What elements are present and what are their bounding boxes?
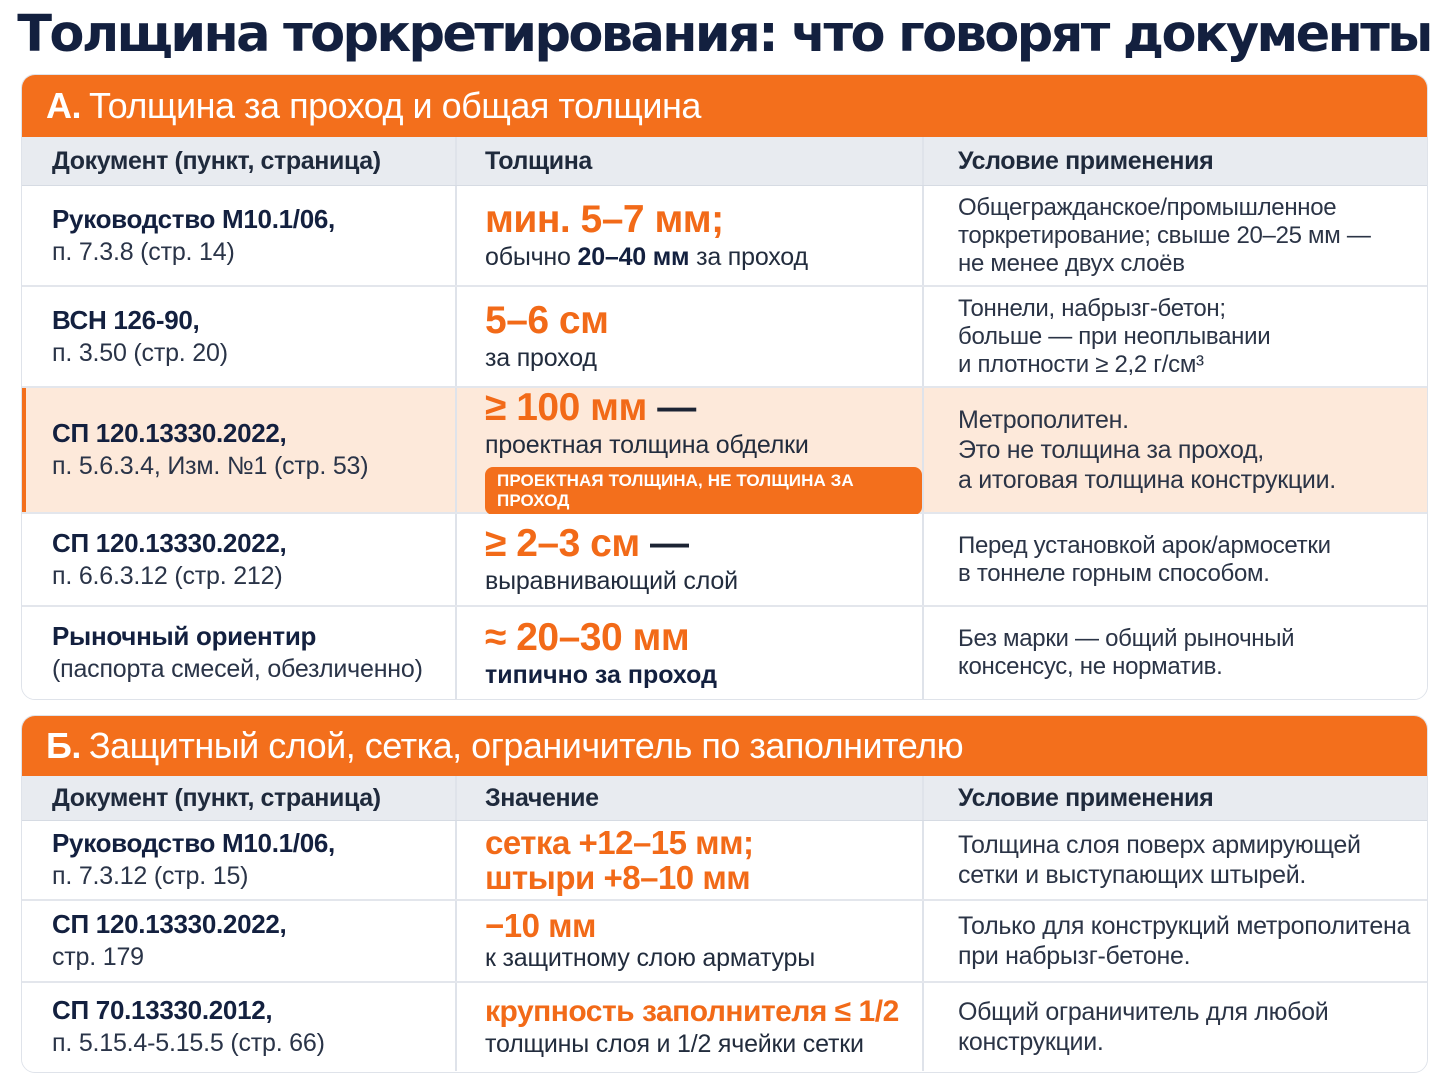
document-name: Руководство М10.1/06, bbox=[52, 828, 335, 858]
document-name: СП 70.13330.2012, bbox=[52, 995, 273, 1025]
table-row bbox=[22, 821, 1427, 901]
table-row-highlighted bbox=[22, 385, 1427, 514]
document-reference: п. 6.6.3.12 (стр. 212) bbox=[52, 561, 283, 590]
table-row bbox=[22, 607, 1427, 699]
value-sub: к защитному слою арматуры bbox=[485, 944, 815, 972]
document-cell bbox=[22, 607, 455, 699]
value-main-text: ≥ 2–3 см bbox=[485, 522, 640, 565]
value-main: 5–6 см bbox=[485, 299, 609, 342]
column-header-value: Значение bbox=[455, 776, 922, 820]
value-main-text: ≥ 100 мм bbox=[485, 385, 647, 429]
document-cell bbox=[22, 983, 455, 1071]
condition-line: Общий ограничитель для любой bbox=[958, 998, 1329, 1026]
value-sub: типично за проход bbox=[485, 660, 717, 689]
document-name: Руководство М10.1/06, bbox=[52, 203, 335, 234]
value-main bbox=[485, 386, 922, 430]
condition-line: торкретирование; свыше 20–25 мм — bbox=[958, 221, 1371, 249]
table-row bbox=[22, 287, 1427, 388]
document-cell bbox=[22, 514, 455, 605]
value-sub-bold: 20–40 мм bbox=[577, 243, 690, 271]
condition-cell bbox=[922, 901, 1427, 981]
value-line: штыри +8–10 мм bbox=[485, 859, 751, 896]
document-name: СП 120.13330.2022, bbox=[52, 527, 287, 558]
warning-badge: ПРОЕКТНАЯ ТОЛЩИНА, НЕ ТОЛЩИНА ЗА ПРОХОД bbox=[485, 467, 922, 515]
value-cell bbox=[455, 385, 922, 512]
condition-cell bbox=[922, 607, 1427, 699]
document-reference: п. 5.6.3.4, Изм. №1 (стр. 53) bbox=[52, 452, 369, 480]
section-a-title: Толщина за проход и общая толщина bbox=[89, 85, 701, 126]
condition-line: Перед установкой арок/армосетки bbox=[958, 531, 1331, 559]
condition-line: не менее двух слоёв bbox=[958, 249, 1185, 277]
condition-line: Общегражданское/промышленное bbox=[958, 193, 1337, 221]
section-b-header bbox=[22, 716, 1427, 776]
document-name: СП 120.13330.2022, bbox=[52, 909, 287, 939]
document-name: СП 120.13330.2022, bbox=[52, 418, 287, 448]
document-cell bbox=[22, 388, 455, 512]
value-main bbox=[485, 522, 922, 566]
condition-cell bbox=[922, 287, 1427, 386]
condition-line: консенсус, не норматив. bbox=[958, 653, 1223, 680]
value-line: сетка +12–15 мм; bbox=[485, 824, 754, 861]
value-sub bbox=[485, 242, 922, 273]
section-b-table bbox=[21, 715, 1428, 1073]
table-row bbox=[22, 983, 1427, 1071]
column-header-condition: Условие применения bbox=[922, 776, 1427, 820]
column-header-thickness: Толщина bbox=[455, 137, 922, 185]
condition-line: больше — при неоплывании bbox=[958, 322, 1271, 350]
document-reference: п. 7.3.12 (стр. 15) bbox=[52, 862, 249, 890]
value-cell bbox=[455, 514, 922, 605]
condition-line: сетки и выступающих штырей. bbox=[958, 861, 1307, 889]
value-main: мин. 5–7 мм; bbox=[485, 198, 724, 241]
document-name: Рыночный ориентир bbox=[52, 621, 317, 651]
condition-cell bbox=[922, 821, 1427, 899]
value-dash: — bbox=[639, 522, 689, 565]
condition-line: при набрызг-бетоне. bbox=[958, 942, 1191, 970]
condition-cell bbox=[922, 388, 1427, 512]
condition-line: и плотности ≥ 2,2 г/см³ bbox=[958, 350, 1204, 378]
table-row bbox=[22, 514, 1427, 607]
value-sub: толщины слоя и 1/2 ячейки сетки bbox=[485, 1030, 864, 1058]
document-cell bbox=[22, 901, 455, 981]
table-row bbox=[22, 901, 1427, 983]
condition-line: Без марки — общий рыночный bbox=[958, 625, 1295, 652]
column-header-document: Документ (пункт, страница) bbox=[52, 146, 381, 175]
value-cell bbox=[455, 186, 922, 285]
value-cell bbox=[455, 287, 922, 386]
page-title: Толщина торкретирования: что говорят документы bbox=[17, 5, 1431, 64]
value-main: крупность заполнителя ≤ 1/2 bbox=[485, 995, 899, 1028]
value-sub: выравнивающий слой bbox=[485, 567, 738, 595]
condition-cell bbox=[922, 514, 1427, 605]
condition-line: Метрополитен. bbox=[958, 406, 1129, 434]
condition-line: конструкции. bbox=[958, 1028, 1104, 1056]
document-name: ВСН 126-90, bbox=[52, 304, 200, 335]
condition-line: а итоговая толщина конструкции. bbox=[958, 466, 1336, 494]
section-b-letter: Б. bbox=[46, 725, 81, 766]
value-sub-prefix: обычно bbox=[485, 243, 578, 271]
value-sub: за проход bbox=[485, 344, 597, 372]
value-main: ≈ 20–30 мм bbox=[485, 615, 690, 659]
value-sub: проектная толщина обделки bbox=[485, 430, 809, 459]
condition-cell bbox=[922, 983, 1427, 1071]
condition-line: Это не толщина за проход, bbox=[958, 436, 1264, 464]
document-reference: п. 7.3.8 (стр. 14) bbox=[52, 237, 235, 266]
document-reference: п. 3.50 (стр. 20) bbox=[52, 338, 228, 367]
section-a-letter: А. bbox=[46, 85, 81, 126]
value-sub-suffix: за проход bbox=[689, 243, 808, 271]
condition-line: Толщина слоя поверх армирующей bbox=[958, 831, 1361, 859]
document-reference: стр. 179 bbox=[52, 943, 144, 971]
table-row bbox=[22, 186, 1427, 287]
document-cell bbox=[22, 287, 455, 386]
section-b-table-header bbox=[22, 776, 1427, 821]
document-reference: (паспорта смесей, обезличенно) bbox=[52, 655, 423, 683]
section-b-title: Защитный слой, сетка, ограничитель по заполнителю bbox=[88, 725, 964, 766]
document-reference: п. 5.15.4-5.15.5 (стр. 66) bbox=[52, 1029, 325, 1057]
column-header-condition: Условие применения bbox=[922, 137, 1427, 185]
value-cell bbox=[455, 983, 922, 1071]
section-a-header bbox=[22, 75, 1427, 137]
document-cell bbox=[22, 821, 455, 899]
condition-line: Только для конструкций метрополитена bbox=[958, 912, 1411, 940]
value-cell bbox=[455, 901, 922, 981]
document-cell bbox=[22, 186, 455, 285]
column-header-document: Документ (пункт, страница) bbox=[52, 783, 381, 812]
condition-line: Тоннели, набрызг-бетон; bbox=[958, 294, 1226, 322]
value-cell bbox=[455, 821, 922, 899]
value-cell bbox=[455, 607, 922, 699]
value-dash: — bbox=[646, 385, 696, 429]
section-a-table bbox=[21, 74, 1428, 700]
section-a-table-header bbox=[22, 137, 1427, 186]
condition-line: в тоннеле горным способом. bbox=[958, 559, 1270, 587]
condition-cell bbox=[922, 186, 1427, 285]
value-main: −10 мм bbox=[485, 907, 596, 944]
